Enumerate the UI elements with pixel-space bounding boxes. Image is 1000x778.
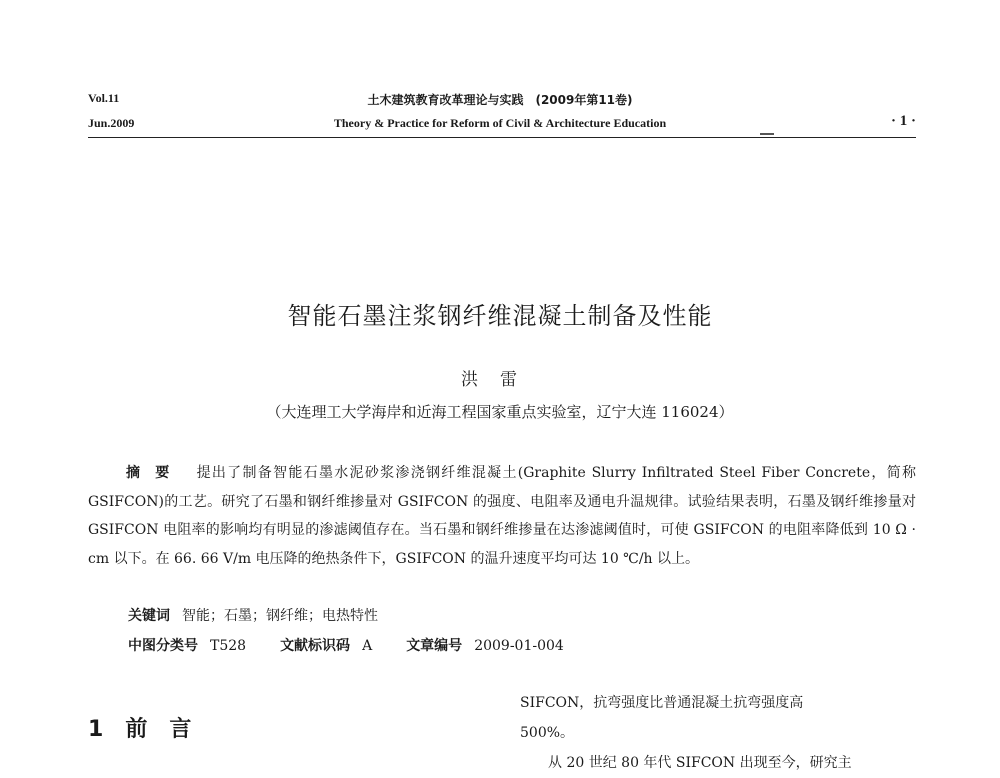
doc-code-value: A	[362, 638, 373, 654]
author-affiliation: （大连理工大学海岸和近海工程国家重点实验室，辽宁大连 116024）	[266, 403, 734, 421]
article-title: 智能石墨注浆钢纤维混凝土制备及性能	[287, 302, 713, 330]
body-line: SIFCON，抗弯强度比普通混凝土抗弯强度高	[520, 695, 804, 711]
clc-label: 中图分类号	[128, 638, 198, 654]
abstract-text: 提出了制备智能石墨水泥砂浆渗浇钢纤维混凝土(Graphite Slurry Infiltrated Steel Fiber Concrete，简称 GSIFCON)的工艺。研究了石墨和钢纤维掺量对 GSIFCON 的强度、电阻率及通电升温规律。试验结果表明，石墨及钢纤维掺量对 GSIFCON 电阻率的影响均有明显的渗滤阈值存在。当石墨和钢纤维掺量在达渗滤阈值时，可使 GSIFCON 的电阻率降低到 10 Ω · cm 以下。在 66. 66 V/m 电压降的绝热条件下，GSIFCON 的温升速度平均可达 10 ℃/h 以上。	[88, 465, 916, 567]
journal-name-english: Theory & Practice for Reform of Civil & Architecture Education	[333, 116, 667, 130]
author-name-text: 洪雷	[461, 370, 539, 390]
keywords-label: 关键词	[128, 608, 170, 624]
abstract-block	[88, 459, 916, 573]
classification-row	[128, 635, 564, 655]
section-heading	[88, 712, 213, 743]
doc-code-label: 文献标识码	[280, 638, 351, 654]
article-no-label: 文章编号	[406, 638, 463, 654]
keywords-row	[128, 605, 378, 625]
page-number: · 1 ·	[890, 113, 916, 129]
body-line: 500%。	[520, 725, 575, 741]
section-title: 前言	[125, 717, 214, 742]
right-column-text	[520, 688, 916, 778]
volume-number: Vol.11	[88, 91, 120, 105]
scan-mark	[760, 133, 774, 135]
journal-name-chinese: 土木建筑教育改革理论与实践 (2009年第11卷)	[367, 93, 633, 107]
article-no-value: 2009-01-004	[474, 638, 564, 654]
body-line: 从 20 世纪 80 年代 SIFCON 出现至今，研究主	[548, 755, 852, 771]
author-name	[0, 365, 1000, 390]
keywords-value: 智能；石墨；钢纤维；电热特性	[182, 608, 378, 624]
abstract-label: 摘要	[126, 465, 185, 481]
issue-date: Jun.2009	[88, 116, 135, 130]
section-number: 1	[88, 717, 104, 742]
clc-value: T528	[210, 638, 247, 654]
header-rule	[88, 137, 916, 138]
